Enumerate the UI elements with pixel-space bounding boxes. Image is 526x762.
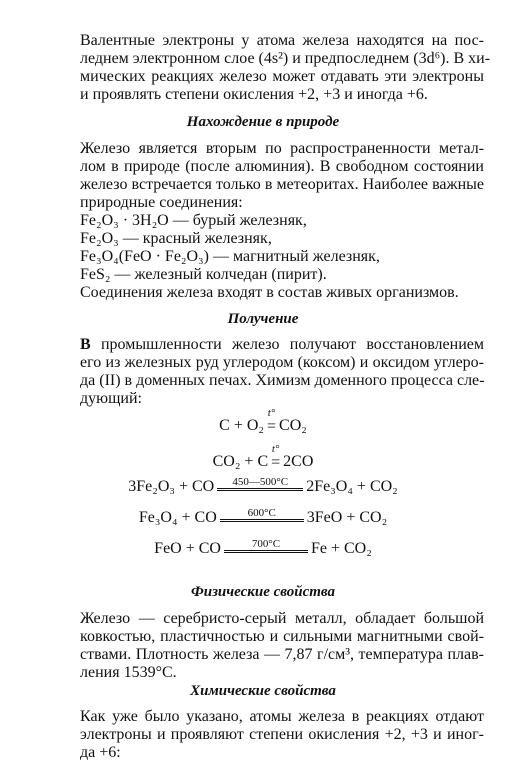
equation-condition: t° [267,407,276,419]
intro-paragraph [58,32,491,104]
equals-sign: = [266,418,277,435]
equation [0,538,526,558]
equals-sign: = [271,454,281,471]
mineral-formula: Fe₃O₄(FeO · Fe₂O₃) [80,248,209,265]
mineral-name: — железный колчедан (пирит). [114,266,327,283]
intro-line: мических реакциях железо может отдавать эти электроны [80,68,484,85]
mineral-formula: FeS₂ [80,266,111,283]
nature-line: природные соединения: [80,194,243,211]
nature-line: железо встречается только в метеоритах. Наиболее важные [80,176,484,193]
physical-paragraph [58,610,484,682]
heading-production: Получение [227,311,299,327]
equation-condition: 700°C [251,538,281,550]
temp-condition [220,507,304,527]
nature-paragraph [58,140,484,212]
physical-line: Железо — серебристо-серый металл, обладает большой [80,610,484,627]
mineral-item [80,212,484,230]
equation [0,476,526,496]
production-paragraph [58,336,484,408]
equation-condition: t° [271,443,280,455]
physical-line: ковкостью, пластичностью и сильными магнитными свой- [80,628,484,645]
intro-line: и проявлять степени окисления +2, +3 и иногда +6. [80,86,428,103]
equation-left: C + O₂ [219,417,264,434]
mineral-item [80,266,484,284]
production-line [58,336,484,354]
physical-line: ления 1539°C. [80,664,177,681]
production-line-rest: промышленности железо получают восстановлением [90,336,484,353]
temp-condition [217,476,303,496]
equation-right: CO₂ [279,417,307,434]
heat-condition [271,444,280,471]
nature-line: Железо является вторым по распространенности метал- [80,140,484,157]
production-line: его из железных руд углеродом (коксом) и оксидом углеро- [80,354,484,371]
physical-line: ствами. Плотность железа — 7,87 г/см³, температура плав- [80,646,484,663]
heading-nature: Нахождение в природе [186,114,340,130]
chemical-paragraph [58,708,484,762]
intro-line: леднем электронном слое (4s²) и предпоследнем (3d⁶). В хи- [80,50,491,67]
equation [0,408,526,435]
mineral-formula: Fe₂O₃ [80,230,119,247]
equation [0,444,526,471]
equation-left: FeO + CO [154,540,221,557]
heading-physical: Физические свойства [190,584,336,600]
equation-right: Fe + CO₂ [310,540,372,557]
mineral-name: — красный железняк, [122,230,272,247]
production-line: да (II) в доменных печах. Химизм доменного процесса сле- [80,372,485,389]
chemical-line: электроны и проявляют степени окисления +2, +3 и иног- [80,726,484,743]
mineral-list [80,212,484,302]
equation-right: 2CO [283,453,314,470]
mineral-item [80,248,484,266]
production-bold-word: В [80,336,91,353]
temp-condition [224,538,308,558]
intro-line: Валентные электроны у атома железа находятся на пос- [80,32,484,49]
production-line: дующий: [80,390,142,407]
equation-right: 2Fe₃O₄ + CO₂ [306,478,398,495]
equation-condition: 600°C [247,507,276,519]
heat-condition [267,408,276,435]
reaction-line [217,488,303,491]
nature-line: лом в природе (после алюминия). В свободном состоянии [80,158,484,175]
equation-condition: 450—500°C [232,476,289,488]
chemical-line: Как уже было указано, атомы железа в реакциях отдают [80,708,484,725]
heading-chemical: Химические свойства [190,683,336,699]
equation [0,507,526,527]
chemical-line: да +6: [80,744,121,761]
nature-closing: Соединения железа входят в состав живых организмов. [80,284,459,301]
equation-left: CO₂ + C [212,453,269,470]
equation-left: Fe₃O₄ + CO [138,509,217,526]
equation-right: 3FeO + CO₂ [306,509,388,526]
reaction-line [220,519,304,522]
equation-left: 3Fe₂O₃ + CO [128,478,215,495]
mineral-name: — магнитный железняк, [212,248,380,265]
reaction-line [224,550,308,553]
mineral-formula: Fe₂O₃ · 3H₂O [80,212,169,229]
mineral-item [80,230,484,248]
mineral-name: — бурый железняк, [172,212,307,229]
